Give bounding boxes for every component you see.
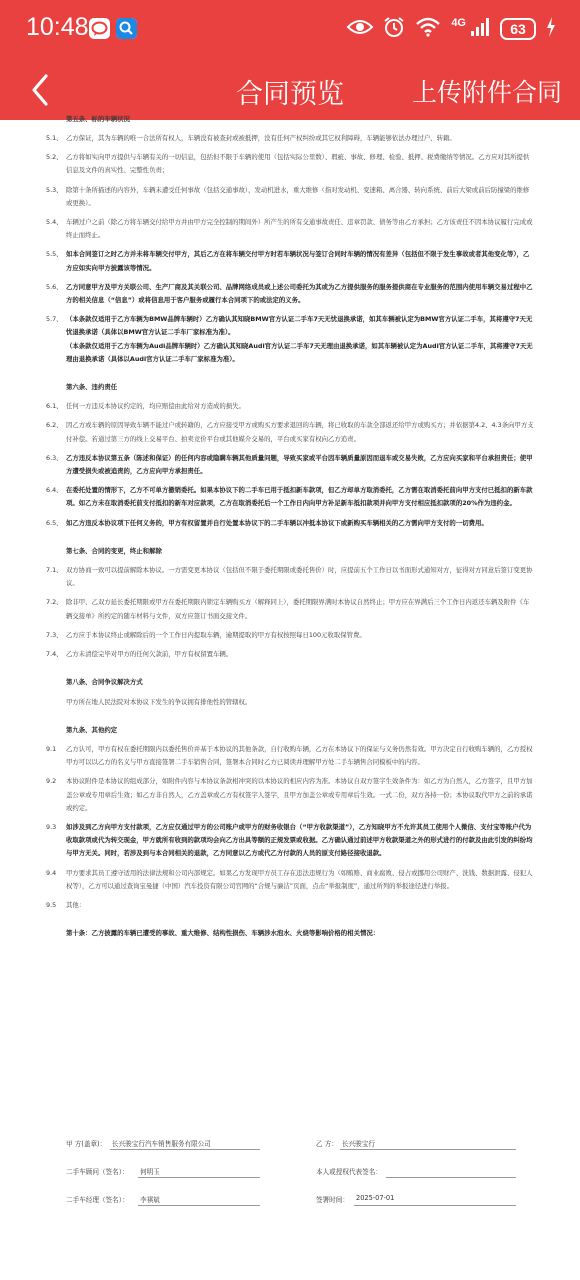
clause-text: 本协议附件是本协议的组成部分，如附件内容与本协议条款相冲突的以本协议的相应内容为准。本协议自双方签字生效条件为：如乙方为自然人，乙方签字，且甲方加盖公章或专用章后生效；如乙方非自然人，乙方盖章或乙方有权签字人签字，且甲方加盖公章或专用章后生效。一式二份，双方各持一份；本协议取代甲方之前的承诺或约定。 <box>66 777 533 812</box>
clause-number: 6.1、 <box>46 402 63 411</box>
nav-bar <box>0 60 580 120</box>
clause-text: 因乙方或车辆的原因导致车辆不能过户或转籍的，乙方应接受甲方或购买方要求退回的车辆，将已收取的车款全部返还给甲方或购买方；并依据第4.2、4.3条向甲方支付补偿。若通过第三方的线上交易平台、拍卖竞价平台或其他媒介交易的，平台或买家有权向乙方追责。 <box>66 421 534 443</box>
status-bar <box>0 0 580 60</box>
clause-text: 乙方同意甲方及甲方关联公司、生产厂商及其关联公司、品牌网络成员或上述公司委托为其或为乙方提供服务的服务提供商在专业服务的范围内使用车辆交易过程中乙方的相关信息（“信息”）或将信息用于客户服务或履行本合同项下的或法定的义务。 <box>66 282 533 305</box>
clause-number: 5.7、 <box>46 315 63 324</box>
search-app-icon <box>116 18 137 39</box>
clause-text: 乙方应于本协议终止或解除后的一个工作日内提取车辆，逾期提取的甲方有权按照每日100元收取保管费。 <box>66 630 366 639</box>
section9-list <box>46 743 534 912</box>
alarm-icon <box>383 16 405 42</box>
section7-list <box>46 564 534 661</box>
party-a-value: 长兴骏宝行汽车销售服务有限公司 <box>112 1140 211 1148</box>
section5-clause <box>46 248 534 274</box>
section7-clause <box>46 564 534 590</box>
sign-time-value: 2025-07-01 <box>356 1194 395 1202</box>
clause-number: 7.2、 <box>46 598 63 607</box>
signature-row-consultant <box>66 1166 546 1180</box>
party-a-line <box>110 1149 260 1150</box>
representative-label: 本人或授权代表签名： <box>316 1168 382 1176</box>
clause-number: 5.1、 <box>46 134 63 142</box>
section6-list <box>46 400 534 530</box>
section5-clause <box>46 216 534 242</box>
section5-list <box>46 132 534 340</box>
sign-time-line <box>354 1205 516 1206</box>
clause-number: 9.4 <box>46 868 57 877</box>
clause-number: 6.5、 <box>46 518 63 527</box>
clause-text: 任何一方违反本协议约定的，均应赔偿由此给对方造成的损失。 <box>66 402 245 411</box>
section5-clause <box>46 313 534 339</box>
section8-heading: 第八条、合同争议解决方式 <box>66 678 143 687</box>
clause-text: 乙方认可，甲方有权在委托期限内以委托售价并基于本协议的其他条款，自行收购车辆，乙方在本协议下的保证与义务仍然有效。甲方决定自行收购车辆的，乙方授权甲方可以以乙方的名义与甲方直接签署二手车销售合同，签署本合同时乙方已阅读并理解甲方处二手车辆售合同模板中的内容。 <box>66 744 533 767</box>
battery-icon: 63 <box>500 18 536 40</box>
status-time: 10:48 <box>26 13 89 41</box>
section9-clause <box>46 743 534 769</box>
section5-clause <box>46 151 534 177</box>
section6-clause <box>46 452 534 478</box>
clause-number: 7.4、 <box>46 650 63 659</box>
section9-clause <box>46 867 534 893</box>
eye-icon <box>347 18 373 40</box>
manager-value: 李祺斌 <box>140 1196 160 1204</box>
upload-attachment-button[interactable]: 上传附件合同 <box>411 78 562 107</box>
clause-number: 5.2、 <box>46 153 63 162</box>
clause-number: 7.3、 <box>46 630 63 639</box>
party-b-label: 乙 方： <box>316 1140 338 1148</box>
consultant-value: 何明玉 <box>140 1168 160 1176</box>
clause-text: 乙方保证，其为车辆的唯一合法所有权人，车辆没有被查封或被抵押，没有任何产权纠纷或其它权利障碍，车辆能够依法办理过户、转籍。 <box>66 134 456 142</box>
consultant-line <box>138 1177 260 1178</box>
section6-clause <box>46 419 534 445</box>
representative-line <box>386 1177 516 1178</box>
party-a-label: 甲 方(盖章)： <box>66 1140 107 1148</box>
charging-icon <box>546 17 556 41</box>
manager-label: 二手车经理（签名）： <box>66 1196 129 1204</box>
section7-heading: 第七条、合同的变更，终止和解除 <box>66 546 162 555</box>
clause-number: 9.5 <box>46 900 57 909</box>
clause-text: 乙方将如实向甲方提供与车辆有关的一切信息，包括但不限于车辆的使用（包括实际公里数）、瑕疵、事故、修理、检验、抵押、税费缴纳等情况。乙方应对其所提供信息及文件的真实性、完整性负责； <box>66 153 530 175</box>
manager-line <box>138 1205 260 1206</box>
section7-clause <box>46 596 534 622</box>
section10-heading: 第十条：乙方披露的车辆已遭受的事故、重大维修、结构性损伤、车辆涉水泡水、火烧等影响价格的相关情况： <box>66 929 380 938</box>
section5-clause <box>46 281 534 307</box>
section5-clause <box>46 132 534 145</box>
signature-row-parties <box>66 1138 546 1152</box>
section9-clause <box>46 899 534 912</box>
clause-5-7-audi: （本条款仅适用于乙方车辆为Audi品牌车辆时）乙方确认其知晓Audi官方认证二手车7天无理由退换承诺，如其车辆被认定为Audi官方认证二手车，其将遵守7天无理由退换承诺（具体以Audi官方认证二手车厂家标准为准）。 <box>66 341 533 363</box>
consultant-label: 二手车顾问（签名）： <box>66 1168 129 1176</box>
section7-clause <box>46 648 534 661</box>
section9-clause <box>46 821 534 861</box>
clause-text: 除第十条所描述的内容外，车辆未遭受任何事故（包括交通事故），发动机进水，重大维修（指对发动机、变速箱、离合器、转向系统、前后大梁或前后防撞梁的维修或更换）。 <box>66 185 530 207</box>
clause-number: 6.3、 <box>46 453 63 462</box>
clause-number: 5.6、 <box>46 282 63 291</box>
clause-text: 双方协商一致可以提前解除本协议。一方需变更本协议（包括但不限于委托期限或委托售价）时，应提前五个工作日以书面形式通知对方，征得对方同意后签订变更协议。 <box>66 566 533 588</box>
signal-icon <box>470 17 490 41</box>
page-title: 合同预览 <box>236 79 344 110</box>
section6-clause <box>46 517 534 530</box>
clause-text: 如涉及到乙方向甲方支付款项，乙方应仅通过甲方的公司账户或甲方的财务收银台（“甲方收款渠道”），乙方知晓甲方不允许其员工使用个人微信、支付宝等账户代为收取款项或代为转交现金，甲方就所有收到的款项均会向乙方出具等额的正规发票或收据。乙方确认通过前述甲方收款渠道之外的形式进行的付款及由此引发的纠纷均与甲方无关。同时，若涉及到与本合同相关的退款，乙方同意以乙方或代乙方付款的人员的原支付路径接收退款。 <box>66 822 533 858</box>
clause-number: 5.3、 <box>46 185 63 194</box>
contract-document <box>0 115 580 1280</box>
section7-clause <box>46 629 534 642</box>
section9-heading: 第九条、其他约定 <box>66 725 118 734</box>
clause-text: 如乙方违反本协议项下任何义务的，甲方有权留置并自行处置本协议下的二手车辆以冲抵本协议下或新购买车辆相关的乙方需向甲方支付的一切费用。 <box>66 518 488 527</box>
clause-text: 其他： <box>66 900 86 909</box>
wifi-icon <box>415 17 441 41</box>
clause-number: 5.5、 <box>46 250 63 259</box>
clause-number: 9.2 <box>46 777 57 786</box>
clause-text: 除非甲、乙双方延长委托期限或甲方在委托期限内锁定车辆购买方（解释同上），委托期限界满时本协议自然终止；甲方应在界满后三个工作日内返还车辆及附件《车辆交接单》所约定的随车材料与文件，双方应签订书面交接文件。 <box>66 598 530 620</box>
clause-text: 车辆过户之前（除乙方将车辆交付给甲方并由甲方完全控制的期间外）所产生的所有交通事故责任、违章罚款、债务等由乙方承担；乙方该责任不因本协议履行完成或终止而终止。 <box>66 218 533 240</box>
clause-number: 9.3 <box>46 822 57 831</box>
clause-text: 如本合同签订之时乙方并未将车辆交付甲方，其后乙方在将车辆交付甲方时若车辆状况与签订合同时车辆的情况有差异（包括但不限于发生事故或者其他变化等），乙方应如实向甲方披露该等情况。 <box>66 250 530 272</box>
clause-text: 乙方未清偿完毕对甲方的任何欠款前，甲方有权留置车辆。 <box>66 650 233 659</box>
section5-heading: 第五条、标的车辆状况 <box>66 115 130 123</box>
section5-clause <box>46 184 534 210</box>
clause-number: 7.1、 <box>46 566 63 575</box>
party-b-value: 长兴骏宝行 <box>342 1140 375 1148</box>
clause-number: 5.4、 <box>46 218 63 227</box>
chat-app-icon <box>89 18 110 39</box>
clause-number: 6.4、 <box>46 486 63 495</box>
clause-text: 乙方违反本协议第五条（陈述和保证）的任何内容或隐瞒车辆其他质量问题，导致买家或平台因车辆质量原因而退车或交易失败，乙方应向买家和平台承担责任；使甲方遭受损失或被追责的，乙方应向甲方承担责任。 <box>66 453 533 476</box>
network-type: 4G <box>451 17 466 29</box>
section8-text: 甲方所在地人民法院对本协议下发生的争议拥有排他性的管辖权。 <box>66 697 252 706</box>
clause-text: 甲方要求其员工遵守适用的法律法规和公司内部规定。如果乙方发现甲方员工存在违法违规行为（如贿赂、商业腐败、侵占或挪用公司财产、洗钱、数据泄露、侵犯人权等），乙方可以通过查询宝曼捷（中国）汽车投资有限公司官网的“合规与廉洁”页面，点击“举报制度”，通过所列的举报途径进行举报。 <box>66 868 533 890</box>
clause-number: 6.2、 <box>46 421 63 430</box>
signature-row-manager <box>66 1194 546 1208</box>
sign-time-label: 签署时间： <box>316 1196 349 1204</box>
section6-clause <box>46 400 534 413</box>
clause-text: （本条款仅适用于乙方车辆为BMW品牌车辆时）乙方确认其知晓BMW官方认证二手车7天无忧退换承诺，如其车辆被认定为BMW官方认证二手车，其将遵守7天无忧退换承诺（具体以BMW官方认证二手车厂家标准为准）。 <box>66 315 533 337</box>
party-b-line <box>340 1149 516 1150</box>
section9-clause <box>46 775 534 815</box>
section6-clause <box>46 484 534 510</box>
clause-number: 9.1 <box>46 744 57 753</box>
section6-heading: 第六条、违约责任 <box>66 383 118 392</box>
clause-text: 在委托处置的情形下，乙方不可单方撤销委托。如果本协议下的二手车已用于抵扣新车款项，但乙方却单方取消委托，乙方需在取消委托前向甲方支付已抵扣的新车款项。如乙方未在取消委托前支付抵扣的新车对应款项，乙方在取消委托后一个工作日内向甲方补足新车抵扣款项并向甲方支付相应抵扣款项的20%作为违约金。 <box>66 486 533 508</box>
